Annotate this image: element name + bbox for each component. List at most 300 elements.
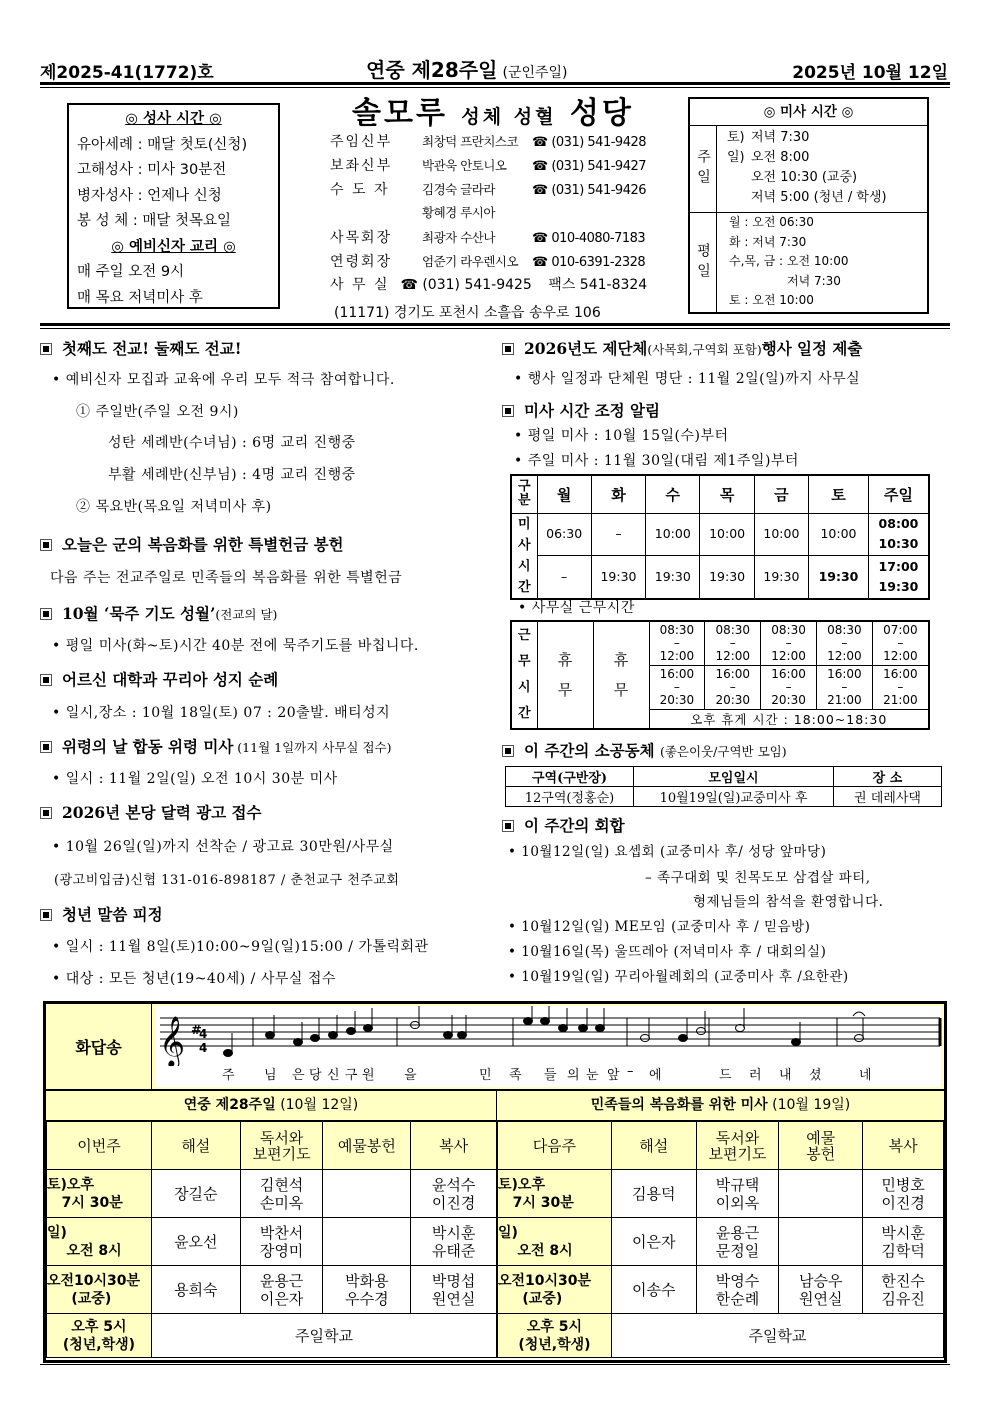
meetings-heading (502, 814, 625, 836)
section-note: (11월 1일까지 사무실 접수) (233, 740, 392, 755)
contact-name: 최창덕 프란치스코 (422, 134, 519, 149)
psalm-music-staff (155, 1006, 945, 1066)
lyric-syllable: 드 (719, 1068, 732, 1083)
office-am-cell: 07:00 – 12:00 (872, 621, 929, 665)
music-note (266, 1032, 275, 1039)
section-heading (40, 668, 278, 690)
mass-slot: 오전10시30분 (교중) (498, 1266, 612, 1314)
mass-times-box (688, 97, 929, 314)
music-note (855, 1035, 864, 1042)
day-header: 월 (537, 475, 591, 513)
section-heading (40, 337, 242, 359)
bullet: • (514, 371, 528, 387)
day-header: 주일 (868, 475, 929, 513)
office-am-cell: 08:30 – 12:00 (705, 621, 761, 665)
duty-header: 예물봉헌 (323, 1122, 411, 1170)
line-text: 주일 미사 : 11월 30일(대림 제1주일)부터 (527, 453, 799, 469)
contact-row (330, 155, 646, 175)
psalm-label: 화답송 (46, 1004, 152, 1089)
office-fax: 팩스 541-8324 (548, 277, 648, 293)
section-title: 오늘은 군의 복음화를 위한 특별헌금 봉헌 (62, 535, 344, 554)
this-week-title (46, 1091, 497, 1120)
sunday-label: 주일 (690, 126, 717, 212)
mass-time: 저녁 7:30 (751, 130, 810, 145)
meeting-item: • 10월19일(일) 꾸리아월례회의 (교중미사 후 /요한관) (508, 969, 849, 985)
duty-cell: 장길순 (151, 1170, 240, 1218)
meeting-item: – 족구대회 및 친목도모 삼겹살 파티, (645, 870, 871, 886)
section-heading (40, 602, 277, 624)
section-line (50, 567, 402, 587)
line-text: 대상 : 모든 청년(19~40세) / 사무실 접수 (65, 971, 336, 987)
lyric-syllable: 민 (479, 1068, 492, 1083)
office-hours-title: 사무실 근무시간 (531, 600, 635, 616)
row-label: 근무시간 (511, 621, 537, 729)
mass-time-cell: 06:30 (537, 513, 591, 555)
duty-cell: 박규택 이외옥 (696, 1170, 779, 1218)
line-text: 일시,장소 : 10월 18일(토) 07 : 20출발. 배티성지 (65, 705, 391, 721)
duty-row (47, 1266, 497, 1314)
duty-cell: 박시훈 유태준 (411, 1218, 497, 1266)
square-bullet-icon (40, 674, 52, 686)
duty-roster (43, 1001, 947, 1363)
square-bullet-icon (502, 745, 514, 757)
office-am-cell: 08:30 – 12:00 (761, 621, 817, 665)
duty-header: 해설 (151, 1122, 240, 1170)
contact-role: 사목회장 (330, 230, 393, 246)
bullet: • (52, 638, 66, 654)
church-name (352, 88, 634, 132)
lyric-syllable: 에 (649, 1068, 662, 1083)
sunday-school-cell: 주일학교 (151, 1314, 496, 1358)
mass-time-cell: 19:30 (646, 555, 700, 598)
weekday-mass: 저녁 7:30 (787, 273, 841, 288)
mass-slot: 일) 오전 8시 (47, 1218, 152, 1266)
church-name-main: 솔모루 (352, 96, 448, 131)
music-note (364, 1025, 373, 1032)
bullet: • (52, 939, 66, 955)
community-subtitle: (좋은이웃/구역반 모임) (659, 744, 787, 759)
mass-times-title: ◎ 미사 시간 ◎ (690, 99, 927, 126)
office-pm-cell: 16:00 – 20:30 (649, 665, 705, 709)
contact-row (330, 203, 532, 221)
lyric-syllable: – (627, 1064, 634, 1079)
contact-row (330, 227, 645, 247)
line-text: (광고비입금)신협 131-016-898187 / 춘천교구 천주교회 (54, 873, 400, 888)
bullet: • (52, 971, 66, 987)
weekday-mass: 수,목, 금 : 오전 10:00 (729, 254, 849, 268)
section-line (76, 496, 272, 516)
treble-clef-icon: 𝄞 (159, 1016, 186, 1066)
square-bullet-icon (502, 343, 514, 355)
duty-cell: 김현석 손미옥 (240, 1170, 323, 1218)
lyric-syllable: 구 (345, 1068, 358, 1083)
contact-row (330, 251, 645, 271)
line-text: 부활 세례반(신부님) : 4명 교리 진행중 (108, 467, 356, 483)
community-header: 모임일시 (634, 767, 834, 787)
meeting-item: • 10월12일(일) ME모임 (교중미사 후 / 믿음방) (508, 919, 811, 935)
meeting-item: • 10월12일(일) 요셉회 (교중미사 후/ 성당 앞마당) (508, 844, 827, 860)
music-note (224, 1050, 233, 1057)
office-contact (330, 274, 647, 294)
duty-cell: 김용덕 (611, 1170, 696, 1218)
duty-cell: 박시훈 김학덕 (863, 1218, 944, 1266)
duty-row (498, 1314, 944, 1358)
square-bullet-icon (40, 807, 52, 819)
community-header: 장 소 (834, 767, 942, 787)
mass-time-cell: 10:00 (700, 513, 754, 555)
mass-row-evening (511, 555, 929, 598)
this-week-duty-table (46, 1121, 497, 1358)
office-am-cell: 08:30 – 12:00 (816, 621, 872, 665)
mass-day: 일) (727, 150, 745, 165)
mass-slot: 오후 5시 (청년,학생) (498, 1314, 612, 1358)
square-bullet-icon (40, 741, 52, 753)
contact-name: 황혜경 루시아 (422, 205, 495, 220)
music-note (579, 1025, 588, 1032)
contact-phone: ☎ 010-6391-2328 (532, 255, 646, 270)
line-text: 평일 미사 : 10월 15일(수)부터 (527, 428, 729, 444)
music-note (697, 1028, 706, 1035)
duty-row (498, 1170, 944, 1218)
closed-cell: 휴무 (537, 621, 593, 729)
church-address: (11171) 경기도 포천시 소흘읍 송우로 106 (334, 305, 601, 321)
section-line (52, 369, 395, 389)
lyric-syllable: 러 (749, 1068, 762, 1083)
contact-phone: ☎ (031) 541-9426 (532, 183, 647, 198)
weekday-mass: 월 : 오전 06:30 (729, 215, 814, 229)
catechism-item: 매 목요 저녁미사 후 (77, 289, 203, 306)
lyric-syllable: 앞 (607, 1068, 620, 1083)
line-text: 다음 주는 전교주일로 민족들의 복음화를 위한 특별헌금 (50, 570, 403, 586)
bullet: • (518, 600, 532, 616)
bullet: • (52, 771, 66, 787)
liturgical-subtitle: (군인주일) (502, 65, 568, 81)
mass-time-cell: 19:30 (700, 555, 754, 598)
this-week-name: 연중 제28주일 (183, 1097, 276, 1113)
mass-day: 토) (727, 130, 745, 145)
section-note: (사목회,구역회 포함) (647, 342, 762, 357)
square-bullet-icon (502, 405, 514, 417)
time-signature: 4 (199, 1041, 208, 1055)
contact-row (330, 131, 646, 151)
lyric-syllable: 은 (292, 1068, 305, 1083)
section-title: 첫째도 전교! 둘째도 전교! (62, 339, 242, 358)
sacrament-item: 고해성사 : 미사 30분전 (77, 162, 227, 178)
office-hours-table (510, 620, 930, 730)
church-name-end: 성당 (569, 96, 634, 131)
music-note (444, 1032, 453, 1039)
mass-time-cell: 10:00 (809, 513, 869, 555)
mass-slot: 오후 5시 (청년,학생) (47, 1314, 152, 1358)
page-title (366, 54, 568, 83)
next-week-title (497, 1091, 944, 1120)
lyric-syllable: 족 (509, 1068, 522, 1083)
music-note (541, 1018, 550, 1025)
lyric-syllable: 의 (567, 1068, 580, 1083)
community-cell: 권 데레사댁 (834, 787, 942, 807)
community-cell: 10월19일(일)교중미사 후 (634, 787, 834, 807)
music-note (736, 1025, 745, 1032)
top-divider (40, 323, 950, 329)
mass-time: 오전 8:00 (751, 150, 810, 165)
mass-row-morning (511, 513, 929, 555)
section-line (52, 936, 429, 956)
music-note (524, 1018, 533, 1025)
duty-header: 다음주 (498, 1122, 612, 1170)
line-text: 일시 : 11월 2일(일) 오전 10시 30분 미사 (65, 771, 338, 787)
contact-name: 최광자 수산나 (422, 230, 495, 245)
sunday-mass (727, 168, 887, 188)
mass-time-cell: – (591, 513, 645, 555)
music-note (596, 1025, 605, 1032)
sacrament-item: 병자성사 : 언제나 신청 (77, 187, 222, 204)
sunday-mass (727, 188, 887, 208)
line-text: 평일 미사(화~토)시간 40분 전에 묵주기도를 바칩니다. (65, 638, 419, 654)
catechism-item: 매 주일 오전 9시 (77, 264, 185, 280)
duty-cell: 박명섭 원연실 (411, 1266, 497, 1314)
contact-role: 연령회장 (330, 254, 393, 270)
section-line (514, 450, 799, 470)
duty-header: 복사 (411, 1122, 497, 1170)
section-line (52, 836, 394, 856)
section-title: 어르신 대학과 꾸리아 성지 순례 (62, 670, 279, 689)
section-title: 10월 ‘묵주 기도 성월’ (62, 604, 216, 623)
square-bullet-icon (40, 539, 52, 551)
section-heading (40, 735, 392, 757)
office-hours-label (518, 597, 635, 617)
duty-header-row (498, 1122, 944, 1170)
next-week-date: (10월 19일) (772, 1097, 851, 1113)
section-heading (40, 903, 163, 925)
duty-cell: 박영수 한순례 (696, 1266, 779, 1314)
meeting-item: • 10월16일(목) 울뜨레아 (저녁미사 후 / 대회의실) (508, 944, 827, 960)
office-pm-cell: 16:00 – 21:00 (816, 665, 872, 709)
duty-header-row (47, 1122, 497, 1170)
square-bullet-icon (40, 343, 52, 355)
sharp-icon: # (191, 1023, 202, 1038)
section-line (108, 432, 356, 452)
office-label: 사 무 실 (330, 277, 390, 293)
mass-table-header (511, 475, 929, 513)
bullet: • (52, 705, 66, 721)
liturgical-week: 연중 제28주일 (366, 58, 498, 82)
row-label: 미사시간 (511, 513, 537, 599)
duty-header: 독서와 보편기도 (696, 1122, 779, 1170)
day-header: 화 (591, 475, 645, 513)
duty-row (47, 1218, 497, 1266)
duty-header: 독서와 보편기도 (240, 1122, 323, 1170)
lyric-syllable: 신 (327, 1068, 340, 1083)
day-header: 금 (754, 475, 808, 513)
section-line (76, 401, 239, 421)
bullet: • (52, 372, 66, 388)
this-week-date: (10월 12일) (280, 1097, 359, 1113)
mass-time-cell: 08:00 10:30 (868, 513, 929, 555)
duty-cell: 민병호 이진경 (863, 1170, 944, 1218)
next-week-name: 민족들의 복음화를 위한 미사 (590, 1097, 768, 1113)
fermata-icon (853, 1012, 865, 1016)
lyric-syllable: 님 (264, 1068, 277, 1083)
bullet: • (52, 839, 66, 855)
community-heading (502, 739, 787, 761)
meetings-title: 이 주간의 회합 (524, 816, 625, 835)
section-title: 미사 시간 조정 알림 (524, 401, 660, 420)
section-heading (40, 801, 261, 823)
section-heading (502, 399, 660, 421)
duty-cell: 이송수 (611, 1266, 696, 1314)
duty-cell: 윤용근 문정일 (696, 1218, 779, 1266)
mass-time-cell: 19:30 (754, 555, 808, 598)
mass-time-cell: – (537, 555, 591, 598)
section-line (52, 968, 336, 988)
line-text: 성탄 세례반(수녀님) : 6명 교리 진행중 (108, 435, 356, 451)
duty-cell (323, 1170, 411, 1218)
music-note (294, 1039, 303, 1046)
lyric-syllable: 당 (309, 1068, 322, 1083)
community-header: 구역(구반장) (506, 767, 634, 787)
section-title-end: 행사 일정 제출 (761, 339, 863, 358)
sunday-mass (727, 128, 887, 148)
section-line (52, 702, 390, 722)
lyric-syllable: 원 (362, 1068, 375, 1083)
duty-cell: 윤오선 (151, 1218, 240, 1266)
weekday-mass: 토 : 오전 10:00 (729, 293, 814, 307)
section-note: (전교의 달) (215, 607, 278, 622)
duty-row (47, 1314, 497, 1358)
corner-cell: 구분 (511, 475, 537, 513)
duty-cell: 박찬서 장영미 (240, 1218, 323, 1266)
square-bullet-icon (40, 608, 52, 620)
mass-slot: 오전10시30분 (교중) (47, 1266, 152, 1314)
contact-name: 엄준기 라우렌시오 (422, 254, 519, 269)
community-table (505, 766, 942, 807)
duty-cell (323, 1218, 411, 1266)
mass-slot: 토)오후 7시 30분 (498, 1170, 612, 1218)
section-title: 위령의 날 합동 위령 미사 (62, 737, 234, 756)
contact-phone: ☎ 010-4080-7183 (532, 231, 646, 246)
lyric-syllable: 들 (544, 1068, 557, 1083)
church-name-mid: 성체 성혈 (461, 106, 557, 128)
line-text: ② 목요반(목요일 저녁미사 후) (76, 499, 272, 515)
bottom-rule (40, 1364, 950, 1365)
music-note (311, 1035, 320, 1042)
lyric-syllable: 눈 (586, 1068, 599, 1083)
sunday-mass (727, 148, 887, 168)
duty-cell (779, 1170, 863, 1218)
sacraments-box (67, 103, 280, 309)
section-title: 2026년도 제단체 (524, 339, 648, 358)
mass-time: 오전 10:30 (교중) (751, 170, 858, 185)
duty-cell: 윤용근 이은자 (240, 1266, 323, 1314)
duty-row (498, 1266, 944, 1314)
music-note (329, 1032, 338, 1039)
duty-header: 예물 봉헌 (779, 1122, 863, 1170)
music-note (641, 1035, 650, 1042)
break-time: 오후 휴게 시간 : 18:00~18:30 (649, 709, 929, 729)
contact-role: 주임신부 (330, 134, 393, 150)
lyric-syllable: 내 (779, 1068, 792, 1083)
duty-row (498, 1218, 944, 1266)
duty-cell: 한진수 김유진 (863, 1266, 944, 1314)
duty-header: 복사 (863, 1122, 944, 1170)
line-text: 일시 : 11월 8일(토)10:00~9일(일)15:00 / 가톨릭회관 (65, 939, 429, 955)
weekday-mass: 화 : 저녁 7:30 (729, 234, 807, 249)
section-title: 청년 말씀 피정 (62, 905, 163, 924)
music-note (347, 1028, 356, 1035)
contact-role: 수 도 자 (330, 182, 390, 198)
day-header: 토 (809, 475, 869, 513)
community-cell: 12구역(정홍순) (506, 787, 634, 807)
line-text: 행사 일정과 단체원 명단 : 11월 2일(일)까지 사무실 (527, 371, 861, 387)
mass-time-cell: 19:30 (809, 555, 869, 598)
sacraments-title: ◎ 성사 시간 ◎ (125, 111, 222, 127)
weekday-label: 평일 (690, 213, 717, 312)
duty-cell: 이은자 (611, 1218, 696, 1266)
line-text: 10월 26일(일)까지 선착순 / 광고료 30만원/사무실 (65, 839, 394, 855)
section-line (514, 368, 860, 388)
lyric-syllable: 셨 (809, 1068, 822, 1083)
bulletin-date: 2025년 10월 12일 (792, 63, 948, 83)
community-row (506, 787, 942, 807)
sacrament-item: 유아세례 : 매달 첫토(신청) (77, 136, 248, 153)
section-line (108, 464, 356, 484)
duty-cell (779, 1218, 863, 1266)
lyric-syllable: 을 (404, 1068, 417, 1083)
mass-time: 저녁 5:00 (청년 / 학생) (751, 190, 887, 205)
next-week-duty-table (497, 1121, 944, 1358)
duty-cell: 박화용 우수경 (323, 1266, 411, 1314)
mass-time-cell: 19:30 (591, 555, 645, 598)
square-bullet-icon (40, 909, 52, 921)
office-phone: ☎ (031) 541-9425 (400, 277, 532, 293)
office-pm-cell: 16:00 – 20:30 (761, 665, 817, 709)
meeting-item: 형제님들의 참석을 환영합니다. (693, 894, 884, 910)
mass-slot: 일) 오전 8시 (498, 1218, 612, 1266)
line-text: ① 주일반(주일 오전 9시) (76, 404, 239, 420)
bullet: • (514, 453, 528, 469)
office-am-cell: 08:30 – 12:00 (649, 621, 705, 665)
bullet: • (514, 428, 528, 444)
day-header: 목 (700, 475, 754, 513)
duty-row (47, 1170, 497, 1218)
sacrament-item: 봉 성 체 : 매달 첫목요일 (77, 213, 231, 229)
mass-schedule-table (510, 474, 930, 600)
mass-slot: 토)오후 7시 30분 (47, 1170, 152, 1218)
section-line (514, 425, 729, 445)
music-note (559, 1025, 568, 1032)
closed-cell: 휴무 (593, 621, 649, 729)
issue-number: 제2025-41(1772)호 (40, 63, 214, 83)
contact-phone: ☎ (031) 541-9427 (532, 159, 647, 174)
music-note (458, 1032, 467, 1039)
duty-header: 해설 (611, 1122, 696, 1170)
music-note (679, 1035, 688, 1042)
section-heading (40, 533, 344, 555)
office-pm-cell: 16:00 – 20:30 (705, 665, 761, 709)
lyric-syllable: 네 (859, 1068, 872, 1083)
office-pm-cell: 16:00 – 21:00 (872, 665, 929, 709)
square-bullet-icon (502, 820, 514, 832)
section-line (54, 869, 399, 888)
day-header: 수 (646, 475, 700, 513)
contact-phone: ☎ (031) 541-9428 (532, 135, 647, 150)
contact-name: 김경숙 글라라 (422, 182, 495, 197)
music-note (792, 1039, 801, 1046)
duty-header: 이번주 (47, 1122, 152, 1170)
section-heading (502, 337, 862, 359)
mass-time-cell: 10:00 (646, 513, 700, 555)
contact-name: 박관욱 안토니오 (422, 158, 507, 173)
